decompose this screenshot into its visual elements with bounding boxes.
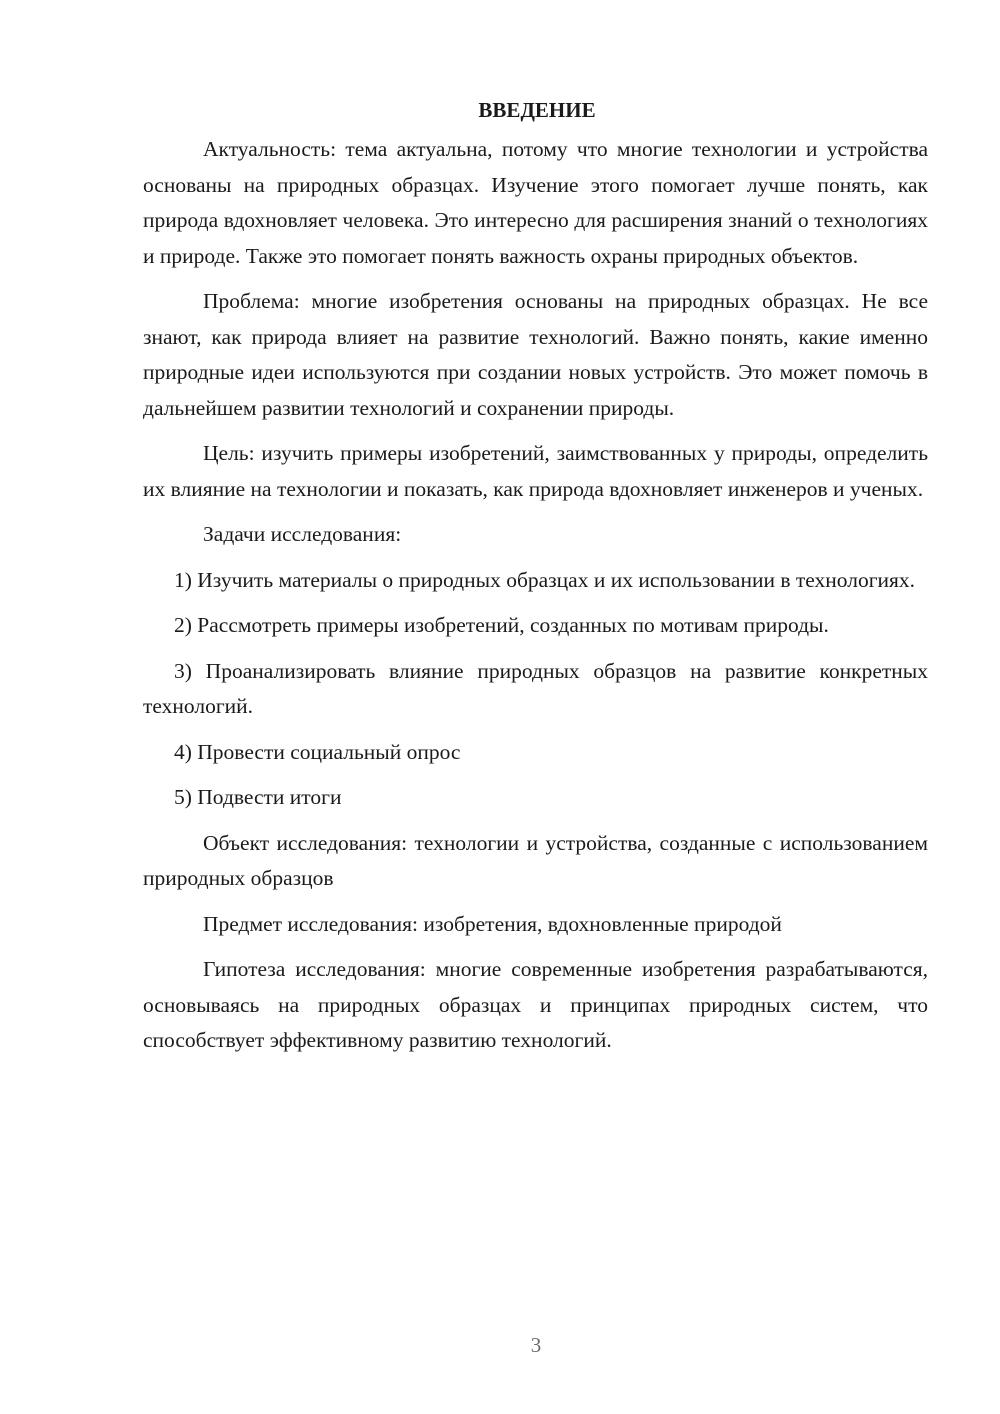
tasks-heading: Задачи исследования: xyxy=(203,522,402,546)
task-item: 2) Рассмотреть примеры изобретений, созданных по мотивам природы. xyxy=(174,613,829,637)
object-paragraph: Объект исследования: технологии и устройства, созданные с использованием природных образцов xyxy=(143,830,928,890)
page-number: 3 xyxy=(530,1333,542,1357)
hypothesis-paragraph: Гипотеза исследования: многие современные изобретения разрабатываются, основываясь на природных образцах и принципах природных систем, что способствует эффективному развитию технологий. xyxy=(143,957,928,1052)
relevance-paragraph: Актуальность: тема актуальна, потому что многие технологии и устройства основаны на природных образцах. Изучение этого помогает лучше понять, как природа вдохновляет человека. Это интересно для расширения знаний о технологиях и природе. Также это помогает понять важность охраны природных объектов. xyxy=(143,137,928,268)
task-item: 3) Проанализировать влияние природных образцов на развитие конкретных технологий. xyxy=(143,658,928,718)
task-item: 5) Подвести итоги xyxy=(174,785,342,809)
subject-paragraph: Предмет исследования: изобретения, вдохновленные природой xyxy=(203,911,782,936)
task-item: 4) Провести социальный опрос xyxy=(174,739,461,764)
task-item: 1) Изучить материалы о природных образцах и их использовании в технологиях. xyxy=(174,567,916,592)
problem-paragraph: Проблема: многие изобретения основаны на природных образцах. Не все знают, как природа влияет на развитие технологий. Важно понять, какие именно природные идеи используются при создании новых устройств. Это может помочь в дальнейшем развитии технологий и сохранении природы. xyxy=(143,289,928,420)
document-page xyxy=(143,96,928,1059)
page-title: ВВЕДЕНИЕ xyxy=(478,98,596,122)
goal-paragraph: Цель: изучить примеры изобретений, заимствованных у природы, определить их влияние на технологии и показать, как природа вдохновляет инженеров и ученых. xyxy=(143,441,928,501)
tasks-list xyxy=(143,563,928,816)
